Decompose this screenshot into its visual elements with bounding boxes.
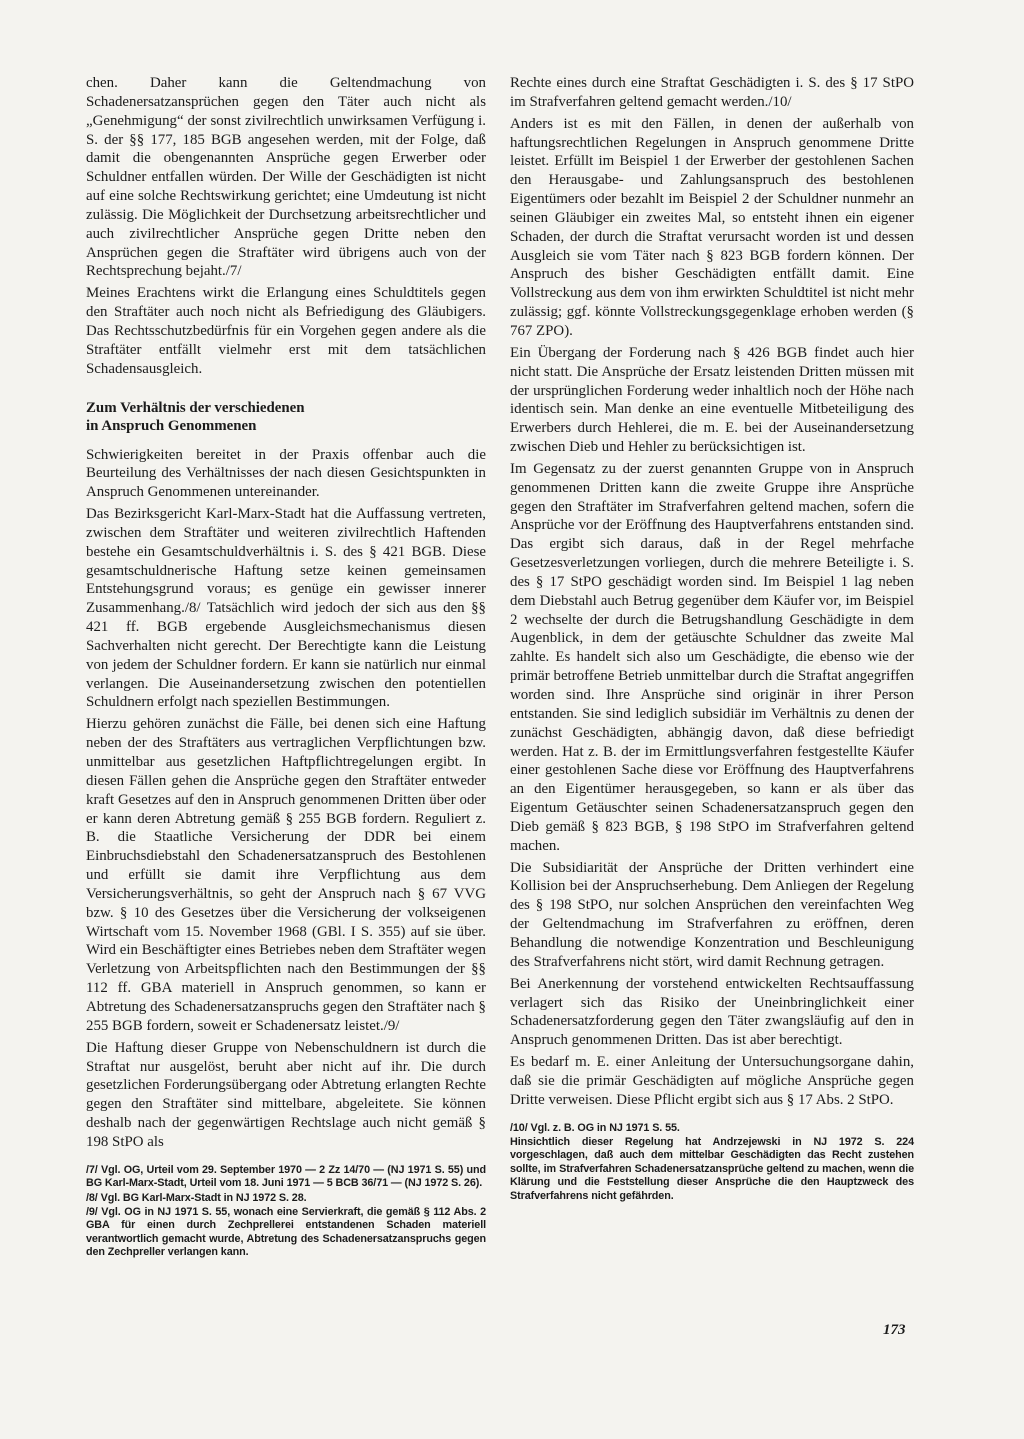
left-body-bottom	[86, 446, 486, 1152]
right-column	[510, 74, 914, 1204]
paragraph: Schwierigkeiten bereitet in der Praxis offenbar auch die Beurteilung des Verhältnisses der nach diesen Gesichtspunkten in Anspruch Genommenen untereinander.	[86, 446, 486, 501]
paragraph: Die Haftung dieser Gruppe von Nebenschuldnern ist durch die Straftat nur ausgelöst, beruht aber nicht auf ihr. Die durch gesetzlichen Forderungsübergang oder Abtretung erlangten Rechte gegen den Straftäter sind mittelbare, abgeleitete. Sie können deshalb nach der gegenwärtigen Rechtslage auch nicht gemäß § 198 StPO als	[86, 1039, 486, 1150]
footnote: /10/ Vgl. z. B. OG in NJ 1971 S. 55.	[510, 1121, 680, 1134]
left-body-top	[86, 74, 486, 379]
section-heading	[86, 399, 486, 436]
paragraph: Im Gegensatz zu der zuerst genannten Gruppe von in Anspruch genommenen Dritten kann die zweite Gruppe ihre Ansprüche gegen den Straftäter im Strafverfahren geltend machen, sofern die Ansprüche vor der Eröffnung des Hauptverfahrens entstanden sind. Das ergibt sich daraus, daß in der Regel mehrfache Gesetzesverletzungen vorliegen, durch die mehrere Beteiligte i. S. des § 17 StPO geschädigt worden sind. Im Beispiel 1 lag neben dem Diebstahl auch Betrug gegenüber dem Käufer vor, im Beispiel 2 wechselte der durch die Betrugshandlung Geschädigte in dem Augenblick, in dem der getäuschte Schuldner das zweite Mal zahlte. Es handelt sich also um Geschädigte, die ebenso wie der primär betroffene Betrieb unmittelbar durch die Straftat angegriffen worden sind. Ihre Ansprüche sind originär in ihrer Person entstanden. Sie sind lediglich subsidiär im Verhältnis zu denen der zunächst Geschädigten, abhängig davon, daß diese befriedigt werden. Hat z. B. der im Ermittlungsverfahren festgestellte Käufer einer gestohlenen Sache diese vor Eröffnung des Hauptverfahrens an den Eigentümer herausgegeben, so kann er als über das Eigentum Getäuschter seinen Schadenersatzanspruch gegen den Dieb gemäß § 823 BGB, § 198 StPO im Strafverfahren geltend machen.	[510, 460, 914, 854]
paragraph: Das Bezirksgericht Karl-Marx-Stadt hat die Auffassung vertreten, zwischen dem Straftäter und weiteren zivilrechtlich Haftenden bestehe ein Gesamtschuldverhältnis i. S. des § 421 BGB. Diese gesamtschuldnerische Haftung setze keinen gemeinsamen Entstehungsgrund voraus; es genüge ein gewisser innerer Zusammenhang./8/ Tatsächlich wird jedoch der sich aus den §§ 421 ff. BGB ergebende Ausgleichsmechanismus diesen Sachverhalten nicht gerecht. Der Berechtigte kann die Leistung von jedem der Schuldner fordern. Er kann sie natürlich nur einmal verlangen. Die Auseinandersetzung zwischen den potentiellen Schuldnern erfolgt nach speziellen Bestimmungen.	[86, 506, 486, 711]
footnote: /8/ Vgl. BG Karl-Marx-Stadt in NJ 1972 S. 28.	[86, 1191, 307, 1204]
paragraph: Hierzu gehören zunächst die Fälle, bei denen sich eine Haftung neben der des Straftäters aus vertraglichen Verpflichtungen bzw. unmittelbar aus gesetzlichen Haftpflichtregelungen ergibt. In diesen Fällen gehen die Ansprüche gegen den Straftäter entweder kraft Gesetzes auf den in Anspruch genommenen Dritten über oder er kann deren Abtretung gemäß § 255 BGB fordern. Reguliert z. B. die Staatliche Versicherung der DDR bei einem Einbruchsdiebstahl den Schadenersatzanspruch des Bestohlenen und erfüllt sie damit ihre Verpflichtung aus dem Versicherungsverhältnis, so geht der Anspruch nach § 67 VVG bzw. § 10 des Gesetzes über die Versicherung der volkseigenen Wirtschaft vom 15. November 1968 (GBl. I S. 355) auf sie über. Wird ein Beschäftigter eines Betriebes neben dem Straftäter wegen Verletzung von Arbeitspflichten nach den Bestimmungen der §§ 112 ff. GBA materiell in Anspruch genommen, so kann er Abtretung des Schadenersatzanspruchs gegen den Straftäter nach § 255 BGB fordern, soweit er Schadenersatz leistet./9/	[86, 716, 486, 1034]
footnote: /9/ Vgl. OG in NJ 1971 S. 55, wonach eine Servierkraft, die gemäß § 112 Abs. 2 GBA für einen durch Zechprellerei entstandenen Schaden materiell verantwortlich gemacht wurde, Abtretung des Schadenersatzanspruchs gegen den Zechpreller verlangen kann.	[86, 1205, 486, 1259]
paragraph: Anders ist es mit den Fällen, in denen der außerhalb von haftungsrechtlichen Regelungen in Anspruch genommene Dritte leistet. Erfüllt im Beispiel 1 der Erwerber der gestohlenen Sachen den Herausgabe- und Zahlungsanspruch des bestohlenen Eigentümers oder bezahlt im Beispiel 2 der Schuldner nunmehr an seinen Gläubiger ein zweites Mal, so entsteht ihnen ein eigener Schaden, der durch die Straftat verursacht worden ist und dessen Ausgleich sie vom Täter nach § 823 BGB fordern können. Der Anspruch des bisher Geschädigten entfällt damit. Eine Vollstreckung aus dem von ihm erwirkten Schuldtitel ist nicht mehr zulässig; ggf. könnte Vollstreckungsgegenklage erhoben werden (§ 767 ZPO).	[510, 115, 914, 339]
paragraph: Meines Erachtens wirkt die Erlangung eines Schuldtitels gegen den Straftäter auch noch nicht als Befriedigung des Gläubigers. Das Rechtsschutzbedürfnis für ein Vorgehen gegen andere als die Straftäter entfällt vielmehr erst mit dem tatsächlichen Schadensausgleich.	[86, 285, 486, 377]
page-number: 173	[883, 1322, 906, 1338]
paragraph: Die Subsidiarität der Ansprüche der Dritten verhindert eine Kollision bei der Anspruchserhebung. Dem Anliegen der Regelung des § 198 StPO, nur solchen Ansprüchen den vereinfachten Weg der Geltendmachung im Strafverfahren zu eröffnen, deren Behandlung die notwendige Konzentration und Beschleunigung des Strafverfahrens nicht stört, wird damit Rechnung getragen.	[510, 859, 914, 970]
left-column	[86, 74, 486, 1261]
right-body	[510, 74, 914, 1110]
paragraph: Es bedarf m. E. einer Anleitung der Untersuchungsorgane dahin, daß sie die primär Geschädigten auf mögliche Ansprüche gegen Dritte verweisen. Diese Pflicht ergibt sich aus § 17 Abs. 2 StPO.	[510, 1054, 914, 1108]
footnote: /7/ Vgl. OG, Urteil vom 29. September 1970 — 2 Zz 14/70 — (NJ 1971 S. 55) und BG Karl-Marx-Stadt, Urteil vom 18. Juni 1971 — 5 BCB 36/71 — (NJ 1972 S. 26).	[86, 1163, 486, 1190]
paragraph: Ein Übergang der Forderung nach § 426 BGB findet auch hier nicht statt. Die Ansprüche der Ersatz leistenden Dritten müssen mit der ursprünglichen Forderung weder inhaltlich noch der Höhe nach identisch sein. Man denke an eine eventuelle Mitbeteiligung des Erwerbers durch Hehlerei, die m. E. bei der Auseinandersetzung zwischen Dieb und Hehler zu berücksichtigen ist.	[510, 344, 914, 456]
footnote: Hinsichtlich dieser Regelung hat Andrzejewski in NJ 1972 S. 224 vorgeschlagen, daß auch dem mittelbar Geschädigten das Recht zustehen sollte, im Strafverfahren Schadenersatzansprüche geltend zu machen, wenn die Klärung und die Feststellung dieser Ansprüche die den Hauptzweck des Strafverfahrens nicht gefährden.	[510, 1135, 914, 1202]
section-heading-line: Zum Verhältnis der verschiedenen	[86, 399, 305, 416]
left-footnotes	[86, 1164, 486, 1260]
paragraph: Bei Anerkennung der vorstehend entwickelten Rechtsauffassung verlagert sich das Risiko der Uneinbringlichkeit einer Schadenersatzforderung gegen den Täter zwangsläufig auf den in Anspruch genommenen Dritten. Das ist aber berechtigt.	[510, 975, 914, 1049]
paragraph: chen. Daher kann die Geltendmachung von Schadenersatzansprüchen gegen den Täter auch nicht als „Genehmigung“ der sonst zivilrechtlich unwirksamen Verfügung i. S. der §§ 177, 185 BGB angesehen werden, mit der Folge, daß damit die obengenannten Ansprüche gegen Erwerber oder Schuldner entfallen würden. Der Wille der Geschädigten ist nicht auf eine solche Rechtswirkung gerichtet; eine Umdeutung ist nicht zulässig. Die Möglichkeit der Durchsetzung arbeitsrechtlicher und auch zivilrechtlicher Ansprüche gegen Dritte neben den Ansprüchen gegen die Straftäter wird übrigens auch von der Rechtsprechung bejaht./7/	[86, 75, 486, 280]
paragraph: Rechte eines durch eine Straftat Geschädigten i. S. des § 17 StPO im Strafverfahren geltend gemacht werden./10/	[510, 75, 914, 110]
right-footnotes	[510, 1122, 914, 1203]
section-heading-line: in Anspruch Genommenen	[86, 418, 257, 434]
